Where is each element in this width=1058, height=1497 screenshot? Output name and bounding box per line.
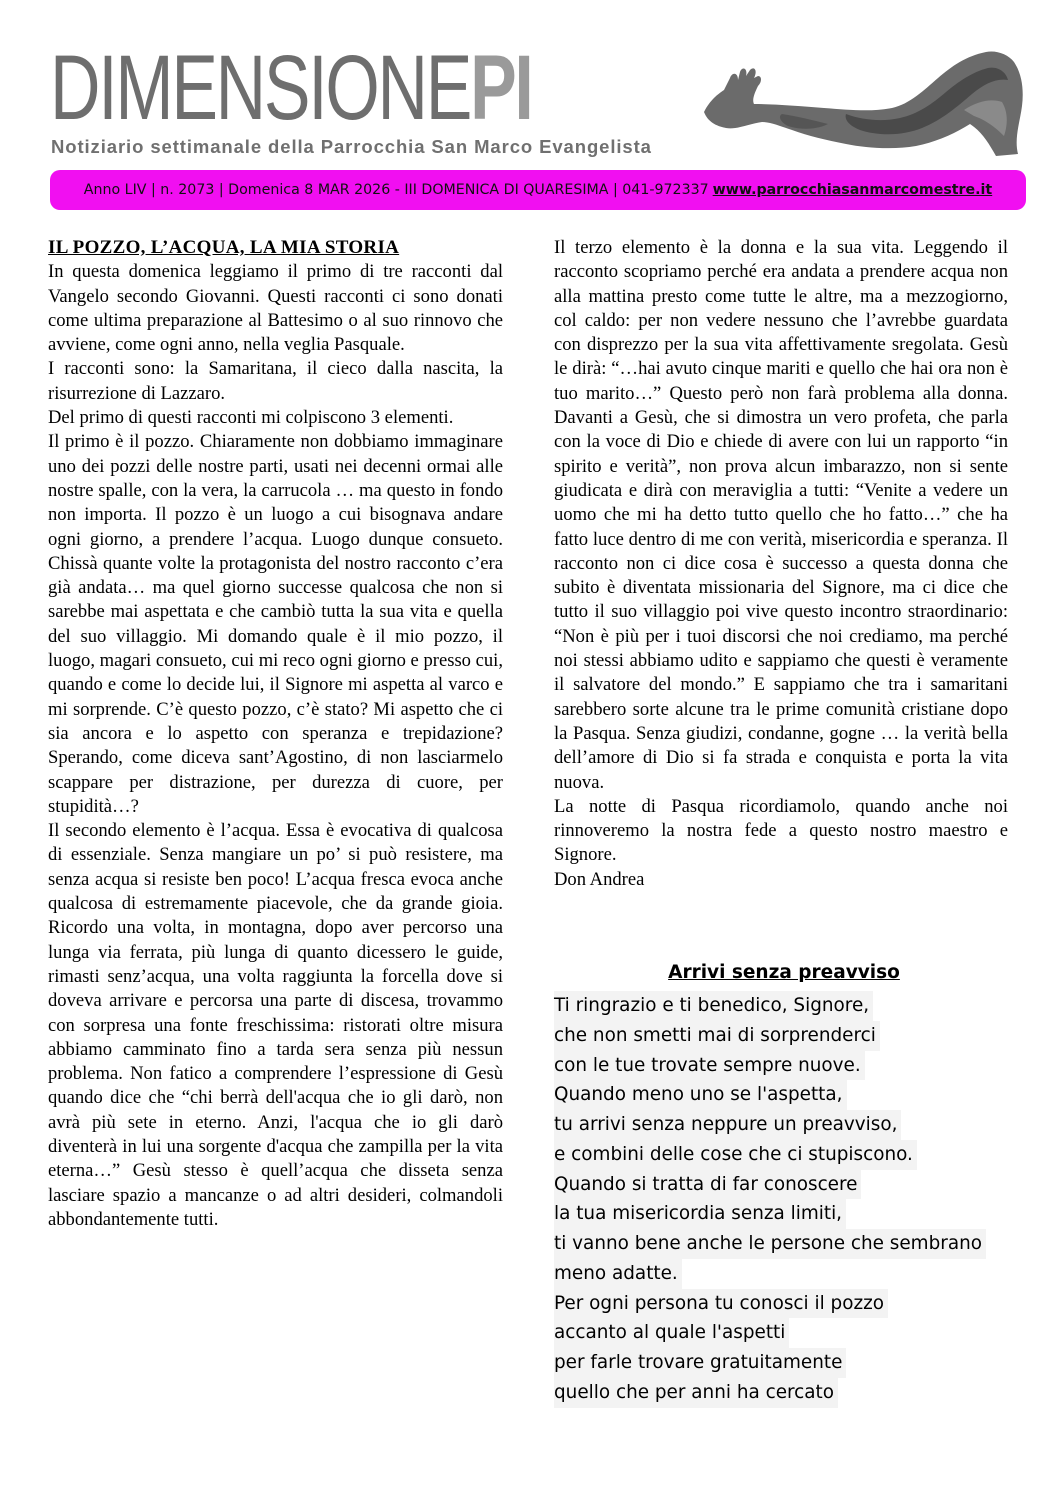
article-title: IL POZZO, L’ACQUA, LA MIA STORIA [48, 237, 400, 258]
article-column-right [554, 236, 1008, 892]
poem-line: ti vanno bene anche le persone che sembrano [554, 1229, 986, 1259]
poem [554, 962, 1014, 1408]
masthead [50, 37, 1010, 162]
issue-info-bar [50, 170, 1026, 210]
article-signature: Don Andrea [554, 868, 645, 890]
newsletter-subtitle: Notiziario settimanale della Parrocchia San Marco Evangelista [51, 136, 652, 157]
poem-line: quello che per anni ha cercato [554, 1378, 838, 1408]
poem-line: che non smetti mai di sorprenderci [554, 1021, 880, 1051]
article-paragraph: I racconti sono: la Samaritana, il cieco dalla nascita, la risurrezione di Lazzaro. [48, 358, 503, 404]
poem-line: e combini delle cose che ci stupiscono. [554, 1140, 917, 1170]
article-paragraph: La notte di Pasqua ricordiamolo, quando anche noi rinnoveremo la nostra fede a questo nostro maestro e Signore. [554, 795, 1008, 866]
parish-website-link[interactable]: www.parrocchiasanmarcomestre.it [712, 182, 993, 198]
newsletter-title [50, 37, 532, 139]
poem-title: Arrivi senza preavviso [668, 962, 900, 983]
article-paragraph: In questa domenica leggiamo il primo di tre racconti dal Vangelo secondo Giovanni. Questi racconti ci sono donati come ultima preparazione al Battesimo o al suo rinnovo che avviene, come ogni anno, nella veglia Pasquale. [48, 261, 503, 356]
article-paragraph: Del primo di questi racconti mi colpiscono 3 elementi. [48, 407, 454, 429]
poem-line: meno adatte. [554, 1259, 682, 1289]
poem-line: Per ogni persona tu conosci il pozzo [554, 1289, 888, 1319]
poem-line: con le tue trovate sempre nuove. [554, 1051, 865, 1081]
poem-line: tu arrivi senza neppure un preavviso, [554, 1110, 901, 1140]
article-paragraph: Il secondo elemento è l’acqua. Essa è evocativa di qualcosa di essenziale. Senza mangiare un po’ si può resistere, ma senza acqua si resiste ben poco! L’acqua fresca evoca anche qualcosa di estremamente piacevole, che da grande gioia. Ricordo una volta, in montagna, dopo aver percorso una lunga via ferrata, più lunga di quanto dicessero le guide, rimasti senz’acqua, una volta raggiunta la forcella dove si doveva arrivare e percorsa una parte di discesa, trovammo con sorpresa una fonte freschissima: ristorati oltre misura abbiamo camminato fino a tarda sera senza più nessun problema. Non fatico a comprendere l’espressione di Gesù quando dice che “chi berrà dell'acqua che io gli darò, non avrà più sete in eterno. Anzi, l'acqua che io gli darò diventerà in lui una sorgente d'acqua che zampilla per la vita eterna…” Gesù stesso è quell’acqua che disseta senza lasciare spazio a mancanze o ad altri desideri, colmandoli abbondantemente tutti. [48, 820, 503, 1230]
statue-image [696, 50, 1026, 158]
title-main: DIMENSIONE [50, 37, 471, 139]
issue-info-text: Anno LIV | n. 2073 | Domenica 8 MAR 2026 - III DOMENICA DI QUARESIMA | 041-972337 [83, 182, 709, 198]
poem-line: per farle trovare gratuitamente [554, 1348, 846, 1378]
poem-line: Ti ringrazio e ti benedico, Signore, [554, 991, 873, 1021]
poem-line: Quando si tratta di far conoscere [554, 1170, 861, 1200]
poem-line: Quando meno uno se l'aspetta, [554, 1080, 847, 1110]
article-column-left [48, 236, 503, 1232]
poem-line: la tua misericordia senza limiti, [554, 1199, 846, 1229]
article-paragraph: Il terzo elemento è la donna e la sua vita. Leggendo il racconto scopriamo perché era andata a prendere acqua non alla mattina presto come tutte le altre, ma a mezzogiorno, col caldo: per non vedere nessuno che l’avrebbe guardata con disprezzo per la sua vita affettivamente sregolata. Gesù le dirà: “…hai avuto cinque mariti e quello che hai ora non è tuo marito…” Questo però non farà problema alla donna. Davanti a Gesù, che si dimostra un vero profeta, che parla con la voce di Dio e chiede di avere con lui un rapporto “in spirito e verità”, non prova alcun imbarazzo, non si sente giudicata e dirà con meraviglia a tutti: “Venite a vedere un uomo che mi ha detto tutto quello che ho fatto…” che ha fatto luce dentro di me con verità, misericordia e speranza. Il racconto non ci dice cosa è successo a questa donna che subito è diventata missionaria del Signore, ma ci dice che tutto il suo villaggio poi vive questo incontro straordinario: “Non è più per i tuoi discorsi che noi crediamo, ma perché noi stessi abbiamo udito e sappiamo che questi è veramente il salvatore del mondo.” E sappiamo che tra i samaritani sarebbero sorte alcune tra le prime comunità cristiane dopo la Pasqua. Senza giudizi, condanne, gogne … la verità bella dell’amore di Dio si fa strada e conquista e porta la vita nuova. [554, 237, 1008, 793]
title-accent: PI [470, 37, 532, 139]
article-paragraph: Il primo è il pozzo. Chiaramente non dobbiamo immaginare uno dei pozzi delle nostre parti, usati nei decenni ormai alle nostre spalle, con la vera, la carrucola … ma questo in fondo non importa. Il pozzo è un luogo a cui bisognava andare ogni giorno, a prendere l’acqua. Luogo dunque consueto. Chissà quante volte la protagonista del nostro racconto c’era già andata… ma quel giorno successe qualcosa che non si sarebbe mai aspettata e che cambiò tutta la sua vita e quella del suo villaggio. Mi domando quale è il mio pozzo, il luogo, magari consueto, cui mi reco ogni giorno e presso cui, quando e come lo decide lui, il Signore mi aspetta al varco e mi sorprende. C’è questo pozzo, c’è stato? Mi aspetto che ci sia ancora e lo aspetto con speranza e trepidazione? Sperando, come diceva sant’Agostino, di non lasciarmelo scappare per distrazione, per durezza di cuore, per stupidità…? [48, 431, 503, 817]
poem-line: accanto al quale l'aspetti [554, 1318, 789, 1348]
